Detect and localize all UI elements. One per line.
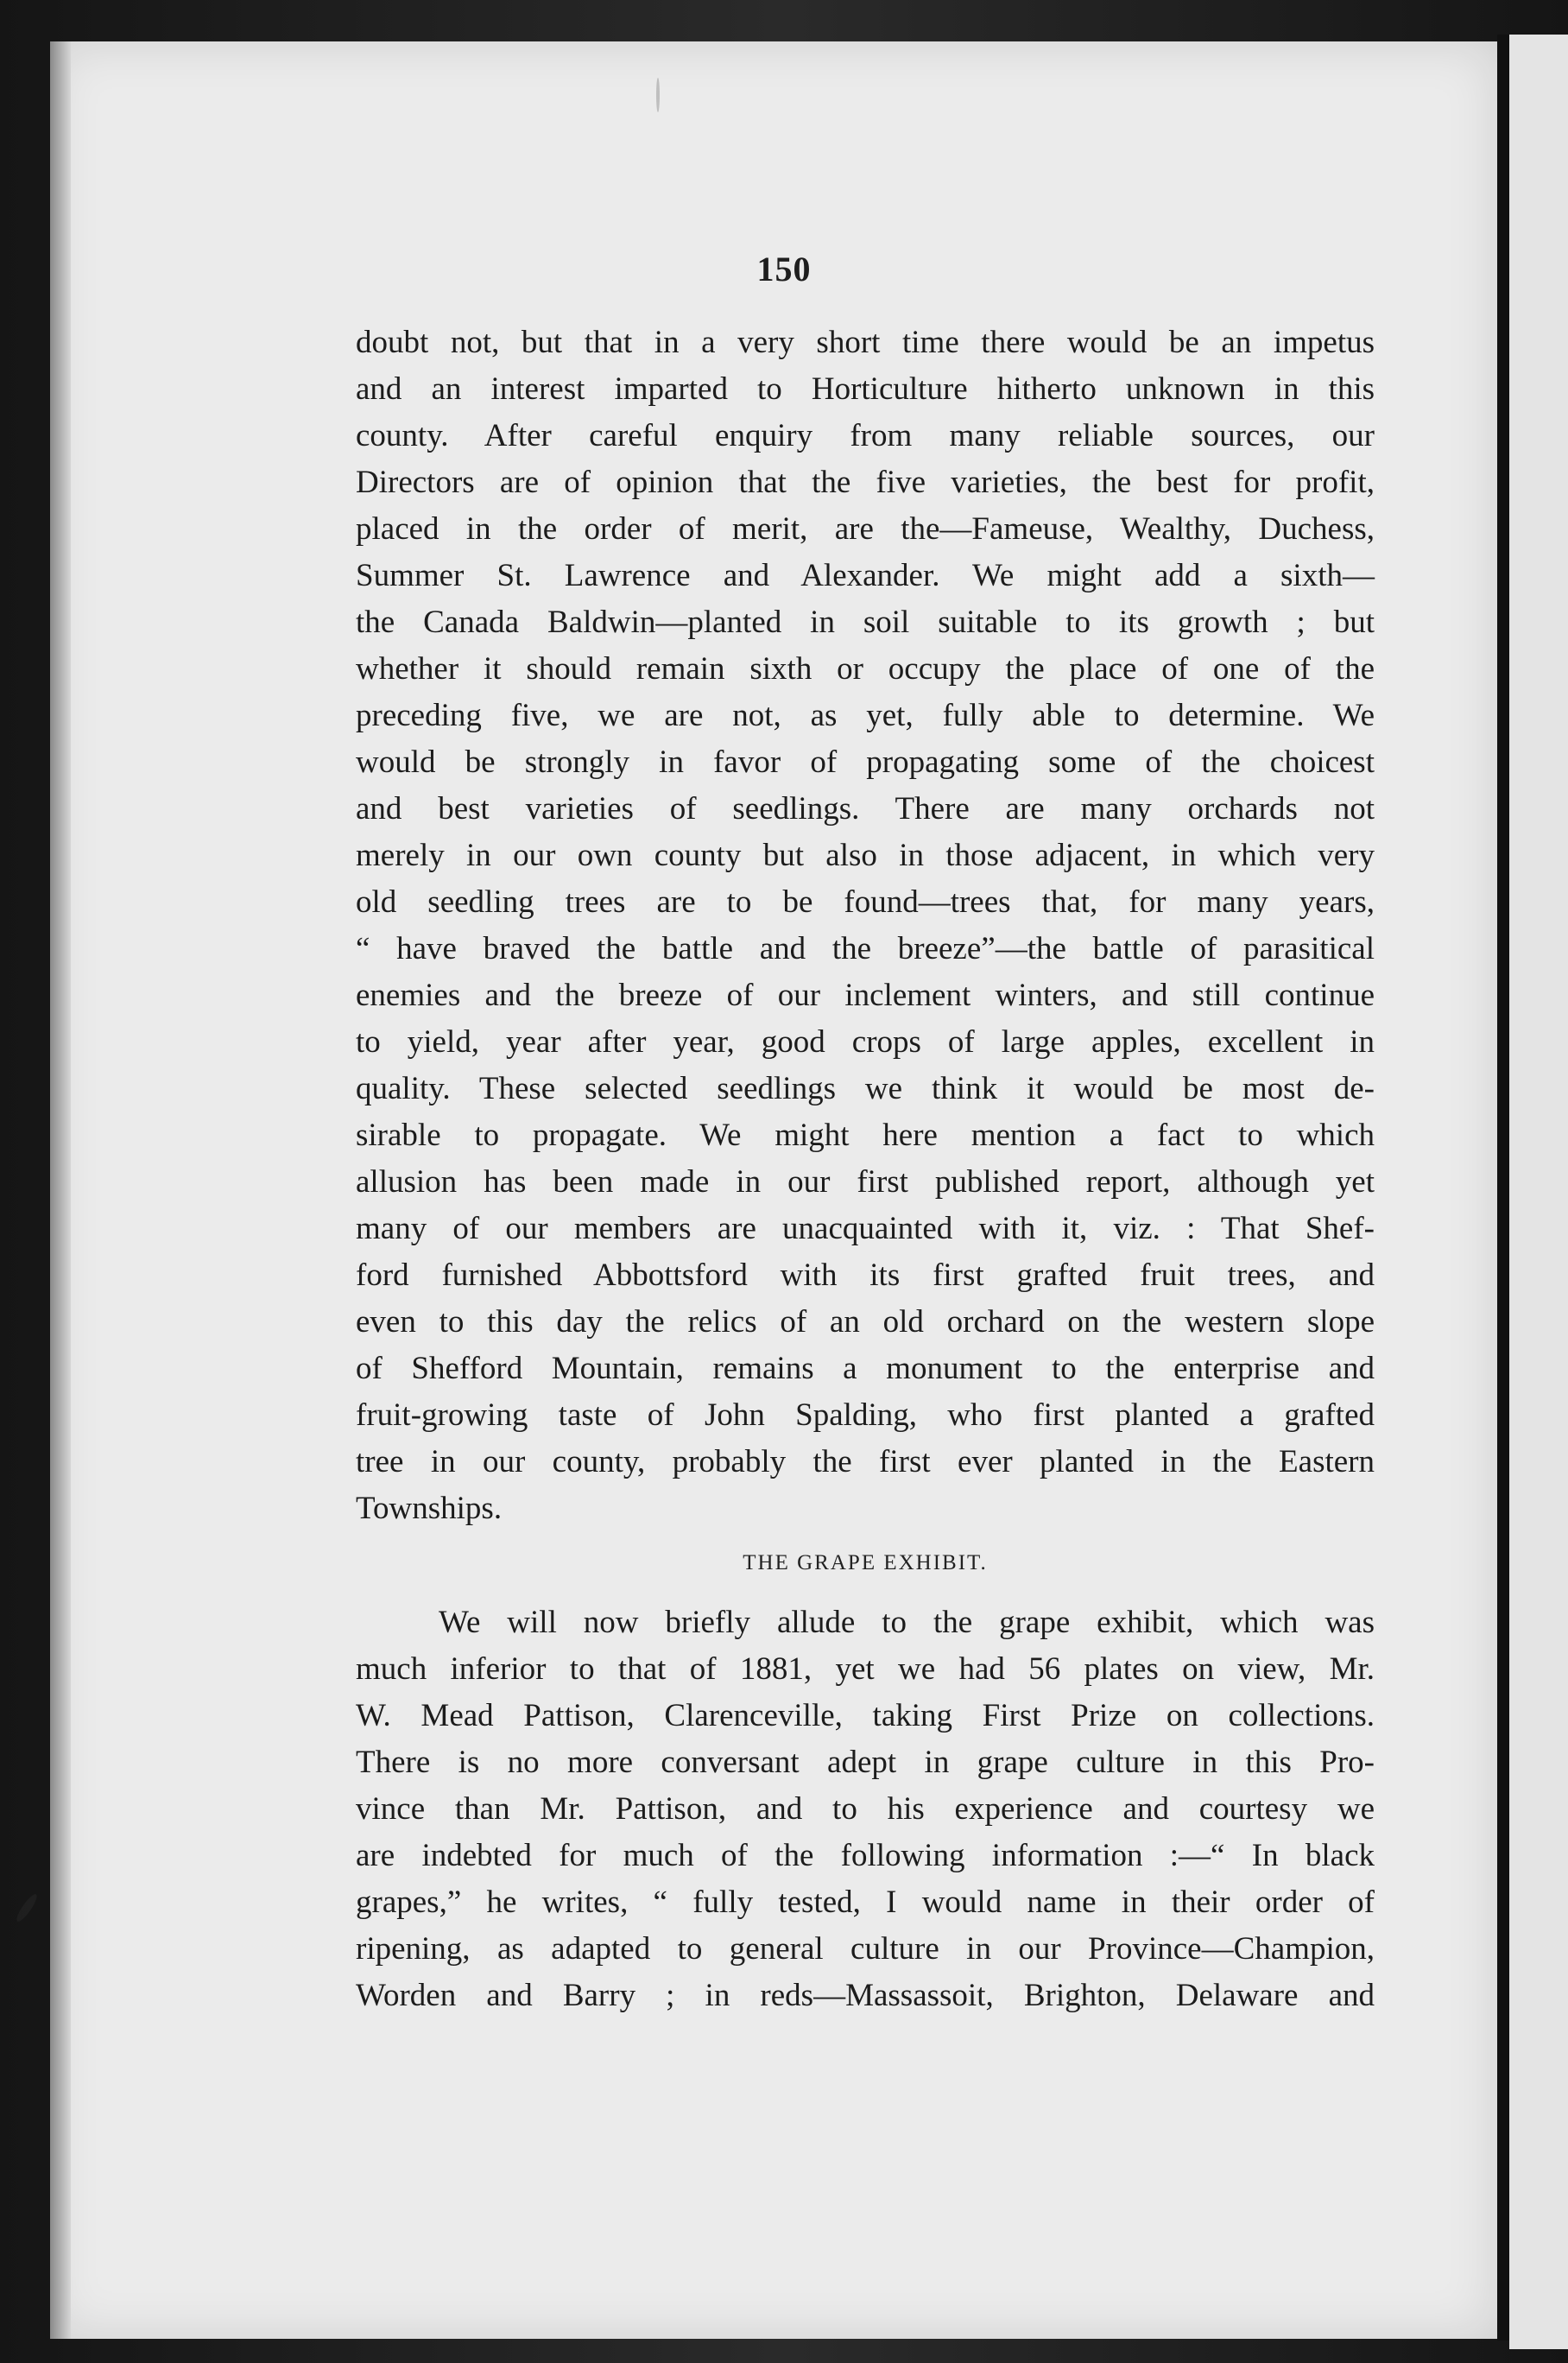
text-line: preceding five, we are not, as yet, fully able to determine. We: [356, 698, 1375, 733]
text-line: Worden and Barry ; in reds—Massassoit, Brighton, Delaware and: [356, 1978, 1375, 2013]
text-line: ford furnished Abbottsford with its first grafted fruit trees, and: [356, 1258, 1375, 1293]
text-line: much inferior to that of 1881, yet we had 56 plates on view, Mr.: [356, 1651, 1375, 1687]
text-line: vince than Mr. Pattison, and to his experience and courtesy we: [356, 1791, 1375, 1827]
text-line: many of our members are unacquainted with it, viz. : That Shef-: [356, 1211, 1375, 1246]
section-heading: THE GRAPE EXHIBIT.: [743, 1551, 988, 1574]
text-line: to yield, year after year, good crops of large apples, excellent in: [356, 1024, 1375, 1060]
text-line: Directors are of opinion that the five varieties, the best for profit,: [356, 465, 1375, 500]
text-line: “ have braved the battle and the breeze”—the battle of parasitical: [356, 931, 1375, 966]
text-line: placed in the order of merit, are the—Fameuse, Wealthy, Duchess,: [356, 511, 1375, 547]
text-line: merely in our own county but also in those adjacent, in which very: [356, 838, 1375, 873]
text-line: would be strongly in favor of propagating some of the choicest: [356, 744, 1375, 780]
text-line: allusion has been made in our first published report, although yet: [356, 1164, 1375, 1200]
text-line: old seedling trees are to be found—trees that, for many years,: [356, 884, 1375, 920]
page-body: [356, 320, 1375, 2019]
text-line: grapes,” he writes, “ fully tested, I would name in their order of: [356, 1885, 1375, 1920]
facing-page-edge: [1509, 35, 1568, 2349]
text-line: Summer St. Lawrence and Alexander. We might add a sixth—: [356, 558, 1375, 593]
text-line: ripening, as adapted to general culture in our Province—Champion,: [356, 1931, 1375, 1967]
text-line: whether it should remain sixth or occupy the place of one of the: [356, 651, 1375, 687]
text-line: Townships.: [356, 1491, 503, 1526]
text-line: There is no more conversant adept in grape culture in this Pro-: [356, 1745, 1375, 1780]
paragraph-grape-exhibit: [356, 1600, 1375, 2019]
text-line: fruit-growing taste of John Spalding, who first planted a grafted: [356, 1397, 1375, 1433]
paragraph-orchards: [356, 320, 1375, 1532]
text-line: We will now briefly allude to the grape exhibit, which was: [439, 1605, 1375, 1640]
text-line: quality. These selected seedlings we think it would be most de-: [356, 1071, 1375, 1106]
page-gutter-shadow: [1497, 35, 1509, 2341]
scan-smudge: [656, 78, 660, 112]
text-line: county. After careful enquiry from many reliable sources, our: [356, 418, 1375, 453]
text-line: of Shefford Mountain, remains a monument to the enterprise and: [356, 1351, 1375, 1386]
text-line: and an interest imparted to Horticulture hitherto unknown in this: [356, 371, 1375, 407]
text-line: tree in our county, probably the first ever planted in the Eastern: [356, 1444, 1375, 1479]
text-line: the Canada Baldwin—planted in soil suitable to its growth ; but: [356, 605, 1375, 640]
text-line: are indebted for much of the following information :—“ In black: [356, 1838, 1375, 1873]
text-line: enemies and the breeze of our inclement winters, and still continue: [356, 978, 1375, 1013]
text-line: doubt not, but that in a very short time there would be an impetus: [356, 325, 1375, 360]
text-line: W. Mead Pattison, Clarenceville, taking First Prize on collections.: [356, 1698, 1375, 1733]
page-binding-edge: [50, 41, 71, 2339]
text-line: sirable to propagate. We might here mention a fact to which: [356, 1118, 1375, 1153]
page-number: 150: [756, 250, 812, 288]
text-line: and best varieties of seedlings. There are many orchards not: [356, 791, 1375, 827]
text-line: even to this day the relics of an old orchard on the western slope: [356, 1304, 1375, 1340]
